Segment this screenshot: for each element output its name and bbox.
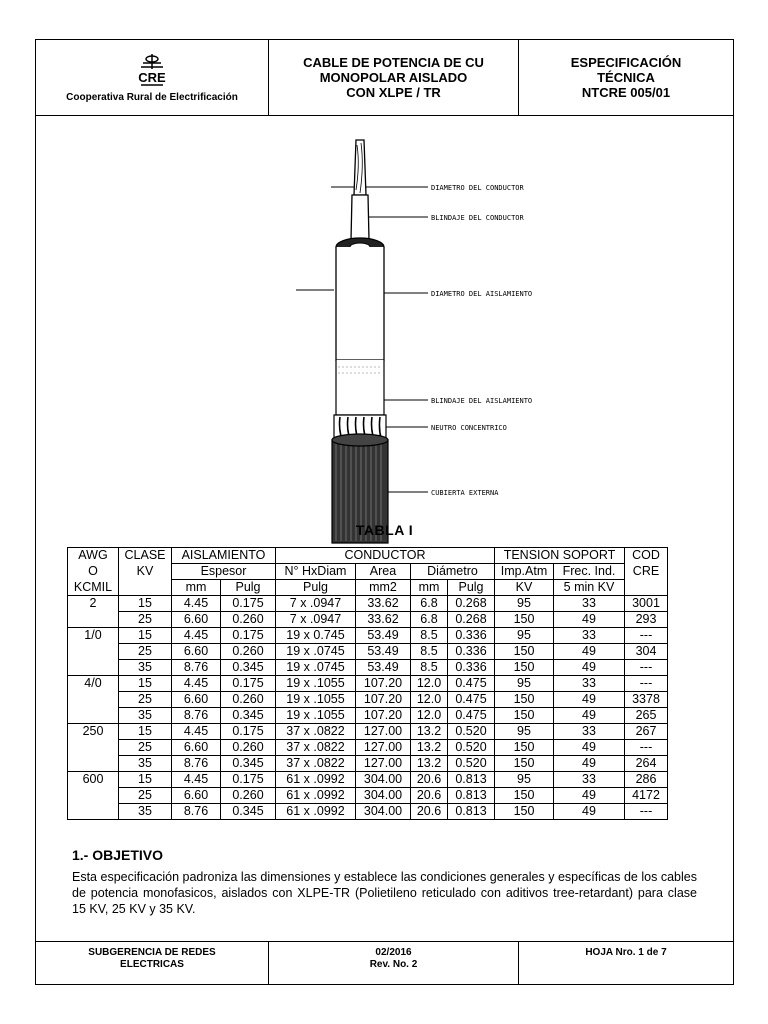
table-cell: 4.45 — [172, 772, 221, 788]
th-kv-2: KV — [495, 580, 554, 596]
table-cell: 4.45 — [172, 628, 221, 644]
table-cell: 4.45 — [172, 724, 221, 740]
th-mm: mm — [172, 580, 221, 596]
table-cell: 0.345 — [221, 804, 276, 820]
table-row — [68, 772, 668, 788]
conductor-core — [354, 140, 366, 195]
page-number: HOJA Nro. 1 de 7 — [585, 947, 667, 958]
awg-cell: 600 — [68, 772, 119, 788]
table-cell: 49 — [554, 644, 625, 660]
table-cell: 0.336 — [448, 660, 495, 676]
cable-diagram — [256, 135, 556, 555]
table-cell: 35 — [119, 708, 172, 724]
awg-cell: 2 — [68, 596, 119, 612]
table-cell: 8.76 — [172, 708, 221, 724]
table-cell: 0.175 — [221, 772, 276, 788]
label-insulation-diameter: DIAMETRO DEL AISLAMIENTO — [431, 290, 533, 298]
table-cell: 264 — [625, 756, 668, 772]
table-row — [68, 612, 668, 628]
table-cell: 33.62 — [356, 596, 411, 612]
spec-line-2: TÉCNICA — [597, 70, 655, 85]
table-cell: 150 — [495, 644, 554, 660]
table-cell: 12.0 — [411, 676, 448, 692]
th-pulg-2: Pulg — [276, 580, 356, 596]
document-header — [36, 40, 733, 116]
table-cell: 0.260 — [221, 644, 276, 660]
table-cell: 0.345 — [221, 660, 276, 676]
table-cell: 7 x .0947 — [276, 612, 356, 628]
table-cell: 19 x .1055 — [276, 692, 356, 708]
awg-cell — [68, 692, 119, 708]
table-cell: 37 x .0822 — [276, 756, 356, 772]
table-cell: 12.0 — [411, 708, 448, 724]
table-cell: 37 x .0822 — [276, 724, 356, 740]
table-cell: 19 x .1055 — [276, 676, 356, 692]
title-line-2: MONOPOLAR AISLADO — [319, 70, 468, 85]
table-cell: 150 — [495, 612, 554, 628]
table-cell: 15 — [119, 772, 172, 788]
th-hxdiam: N° HxDiam — [276, 564, 356, 580]
table-cell: 3001 — [625, 596, 668, 612]
table-cell: 0.813 — [448, 772, 495, 788]
table-cell: 0.475 — [448, 692, 495, 708]
awg-cell — [68, 756, 119, 772]
th-conductor: CONDUCTOR — [276, 548, 495, 564]
table-cell: 0.260 — [221, 692, 276, 708]
table-cell: 0.268 — [448, 612, 495, 628]
table-cell: 53.49 — [356, 628, 411, 644]
awg-cell — [68, 660, 119, 676]
table-cell: 61 x .0992 — [276, 788, 356, 804]
table-cell: 304.00 — [356, 804, 411, 820]
table-cell: 0.175 — [221, 596, 276, 612]
table-cell: --- — [625, 740, 668, 756]
th-cre: CRE — [625, 564, 668, 580]
table-cell: 0.260 — [221, 612, 276, 628]
table-cell: 150 — [495, 740, 554, 756]
table-cell: 304 — [625, 644, 668, 660]
table-cell: 49 — [554, 804, 625, 820]
table-cell: 150 — [495, 756, 554, 772]
th-imp-atm: Imp.Atm — [495, 564, 554, 580]
label-conductor-shield: BLINDAJE DEL CONDUCTOR — [431, 214, 524, 222]
table-cell: 25 — [119, 612, 172, 628]
th-cod: COD — [625, 548, 668, 564]
th-tension-soport: TENSION SOPORT — [495, 548, 625, 564]
label-conductor-diameter: DIAMETRO DEL CONDUCTOR — [431, 184, 524, 192]
table-row — [68, 692, 668, 708]
th-aislamiento: AISLAMIENTO — [172, 548, 276, 564]
table-cell: 35 — [119, 660, 172, 676]
th-frec-ind: Frec. Ind. — [554, 564, 625, 580]
table-cell: 127.00 — [356, 756, 411, 772]
table-cell: 35 — [119, 804, 172, 820]
table-row — [68, 644, 668, 660]
th-pulg-3: Pulg — [448, 580, 495, 596]
table-cell: 49 — [554, 692, 625, 708]
table-cell: 267 — [625, 724, 668, 740]
table-cell: 95 — [495, 596, 554, 612]
awg-cell — [68, 804, 119, 820]
table-cell: --- — [625, 660, 668, 676]
table-header-row-1 — [68, 548, 668, 564]
table-cell: 49 — [554, 788, 625, 804]
table-cell: 107.20 — [356, 708, 411, 724]
document-frame — [35, 39, 734, 985]
table-cell: 0.813 — [448, 788, 495, 804]
footer-rev: Rev. No. 2 — [369, 959, 418, 970]
awg-cell — [68, 740, 119, 756]
table-cell: 13.2 — [411, 740, 448, 756]
table-cell: 15 — [119, 724, 172, 740]
table-cell: 33.62 — [356, 612, 411, 628]
table-cell: 0.813 — [448, 804, 495, 820]
table-row — [68, 596, 668, 612]
table-cell: 6.60 — [172, 740, 221, 756]
section-title: 1.- OBJETIVO — [72, 847, 164, 863]
table-cell: 6.60 — [172, 692, 221, 708]
table-cell: 6.8 — [411, 612, 448, 628]
table-cell: 49 — [554, 612, 625, 628]
footer-dept-cell — [36, 942, 269, 984]
table-cell: 33 — [554, 596, 625, 612]
table-cell: 0.175 — [221, 724, 276, 740]
table-cell: 150 — [495, 692, 554, 708]
th-clase: CLASE — [119, 548, 172, 564]
awg-cell — [68, 644, 119, 660]
table-cell: 49 — [554, 660, 625, 676]
table-cell: 8.5 — [411, 628, 448, 644]
table-cell: 49 — [554, 708, 625, 724]
awg-cell: 4/0 — [68, 676, 119, 692]
table-cell: 150 — [495, 660, 554, 676]
table-cell: 33 — [554, 724, 625, 740]
table-cell: 95 — [495, 772, 554, 788]
table-cell: 33 — [554, 628, 625, 644]
table-cell: 150 — [495, 708, 554, 724]
table-cell: 8.76 — [172, 804, 221, 820]
table-cell: 61 x .0992 — [276, 772, 356, 788]
table-row — [68, 676, 668, 692]
header-spec-cell — [519, 40, 733, 115]
table-cell: 8.5 — [411, 644, 448, 660]
th-pulg: Pulg — [221, 580, 276, 596]
table-cell: 8.5 — [411, 660, 448, 676]
table-cell: 286 — [625, 772, 668, 788]
table-cell: 35 — [119, 756, 172, 772]
org-name: Cooperativa Rural de Electrificación — [66, 91, 238, 103]
table-cell: 0.475 — [448, 708, 495, 724]
table-cell: 127.00 — [356, 724, 411, 740]
table-cell: --- — [625, 628, 668, 644]
table-row — [68, 628, 668, 644]
table-cell: 7 x .0947 — [276, 596, 356, 612]
table-cell: 127.00 — [356, 740, 411, 756]
awg-cell — [68, 612, 119, 628]
th-area: Area — [356, 564, 411, 580]
table-cell: --- — [625, 676, 668, 692]
title-line-3: CON XLPE / TR — [346, 85, 441, 100]
th-diametro: Diámetro — [411, 564, 495, 580]
table-cell: 0.336 — [448, 644, 495, 660]
table-cell: 4.45 — [172, 676, 221, 692]
table-cell: 19 x .0745 — [276, 644, 356, 660]
table-cell: 6.60 — [172, 644, 221, 660]
table-cell: 15 — [119, 596, 172, 612]
label-outer-jacket: CUBIERTA EXTERNA — [431, 489, 499, 497]
table-cell: 4172 — [625, 788, 668, 804]
table-cell: 25 — [119, 740, 172, 756]
table-cell: 49 — [554, 740, 625, 756]
table-cell: 4.45 — [172, 596, 221, 612]
table-cell: 95 — [495, 724, 554, 740]
table-cell: 0.336 — [448, 628, 495, 644]
awg-cell: 250 — [68, 724, 119, 740]
table-cell: 20.6 — [411, 804, 448, 820]
title-line-1: CABLE DE POTENCIA DE CU — [303, 55, 484, 70]
table-cell: 0.520 — [448, 756, 495, 772]
table-cell: 53.49 — [356, 660, 411, 676]
table-cell: 20.6 — [411, 772, 448, 788]
footer-date-cell — [269, 942, 519, 984]
table-row — [68, 804, 668, 820]
spec-line-3: NTCRE 005/01 — [581, 85, 671, 100]
table-cell: 0.175 — [221, 676, 276, 692]
table-header-row-2 — [68, 564, 668, 580]
table-cell: 13.2 — [411, 724, 448, 740]
table-cell: 0.260 — [221, 788, 276, 804]
table-cell: 19 x 0.745 — [276, 628, 356, 644]
logo-text: CRE — [138, 69, 166, 85]
table-row — [68, 788, 668, 804]
awg-cell — [68, 708, 119, 724]
th-mm-3: mm — [411, 580, 448, 596]
label-insulation-shield: BLINDAJE DEL AISLAMIENTO — [431, 397, 533, 405]
table-title: TABLA I — [355, 522, 414, 538]
footer-date: 02/2016 — [375, 947, 412, 958]
table-cell: 0.520 — [448, 724, 495, 740]
dept-line-1: SUBGERENCIA DE REDES — [88, 947, 216, 958]
insulation-shield — [336, 360, 384, 415]
table-cell: 304.00 — [356, 788, 411, 804]
table-header-row-3 — [68, 580, 668, 596]
table-cell: 19 x .1055 — [276, 708, 356, 724]
label-concentric-neutral: NEUTRO CONCENTRICO — [431, 424, 507, 432]
table-cell: --- — [625, 804, 668, 820]
table-cell: 8.76 — [172, 660, 221, 676]
spec-table — [67, 547, 668, 820]
table-cell: 13.2 — [411, 756, 448, 772]
table-cell: 37 x .0822 — [276, 740, 356, 756]
table-cell: 265 — [625, 708, 668, 724]
table-cell: 0.520 — [448, 740, 495, 756]
th-espesor: Espesor — [172, 564, 276, 580]
table-cell: 95 — [495, 676, 554, 692]
table-cell: 19 x .0745 — [276, 660, 356, 676]
dept-line-2: ELECTRICAS — [120, 959, 184, 970]
header-org-cell — [36, 40, 269, 115]
spec-line-1: ESPECIFICACIÓN — [570, 55, 682, 70]
table-row — [68, 724, 668, 740]
table-cell: 6.60 — [172, 612, 221, 628]
table-row — [68, 740, 668, 756]
table-cell: 150 — [495, 788, 554, 804]
table-cell: 8.76 — [172, 756, 221, 772]
table-cell: 15 — [119, 676, 172, 692]
table-cell: 107.20 — [356, 676, 411, 692]
header-title-cell — [269, 40, 519, 115]
table-cell: 3378 — [625, 692, 668, 708]
table-cell: 6.8 — [411, 596, 448, 612]
table-cell: 304.00 — [356, 772, 411, 788]
awg-cell: 1/0 — [68, 628, 119, 644]
table-cell: 25 — [119, 788, 172, 804]
footer-page-cell — [519, 942, 733, 984]
table-row — [68, 756, 668, 772]
table-cell: 0.475 — [448, 676, 495, 692]
table-cell: 20.6 — [411, 788, 448, 804]
section-text: Esta especificación padroniza las dimensiones y establece las condiciones generales y específicas de los cables de potencia monofasicos, aislados con XLPE-TR (Polietileno reticulado con aditivos tree-retardant) para clase 15 KV, 25 KV y 35 KV. — [72, 870, 697, 916]
table-cell: 0.345 — [221, 756, 276, 772]
table-cell: 33 — [554, 772, 625, 788]
table-cell: 25 — [119, 692, 172, 708]
th-kcmil: KCMIL — [68, 580, 119, 596]
table-cell: 25 — [119, 644, 172, 660]
table-cell: 0.345 — [221, 708, 276, 724]
table-row — [68, 708, 668, 724]
table-cell: 53.49 — [356, 644, 411, 660]
table-cell: 0.175 — [221, 628, 276, 644]
table-cell: 6.60 — [172, 788, 221, 804]
insulation-body — [336, 247, 384, 360]
th-5min-kv: 5 min KV — [554, 580, 625, 596]
th-awg: AWG — [68, 548, 119, 564]
table-cell: 49 — [554, 756, 625, 772]
table-cell: 0.260 — [221, 740, 276, 756]
table-cell: 12.0 — [411, 692, 448, 708]
table-cell: 61 x .0992 — [276, 804, 356, 820]
th-kv: KV — [119, 564, 172, 580]
table-cell: 95 — [495, 628, 554, 644]
awg-cell — [68, 788, 119, 804]
th-o: O — [68, 564, 119, 580]
table-cell: 293 — [625, 612, 668, 628]
table-cell: 150 — [495, 804, 554, 820]
table-cell: 107.20 — [356, 692, 411, 708]
conductor-shield — [351, 195, 369, 240]
table-cell: 15 — [119, 628, 172, 644]
th-mm2: mm2 — [356, 580, 411, 596]
table-cell: 0.268 — [448, 596, 495, 612]
document-footer — [36, 941, 733, 984]
cre-logo-icon — [132, 53, 172, 89]
table-row — [68, 660, 668, 676]
table-cell: 33 — [554, 676, 625, 692]
